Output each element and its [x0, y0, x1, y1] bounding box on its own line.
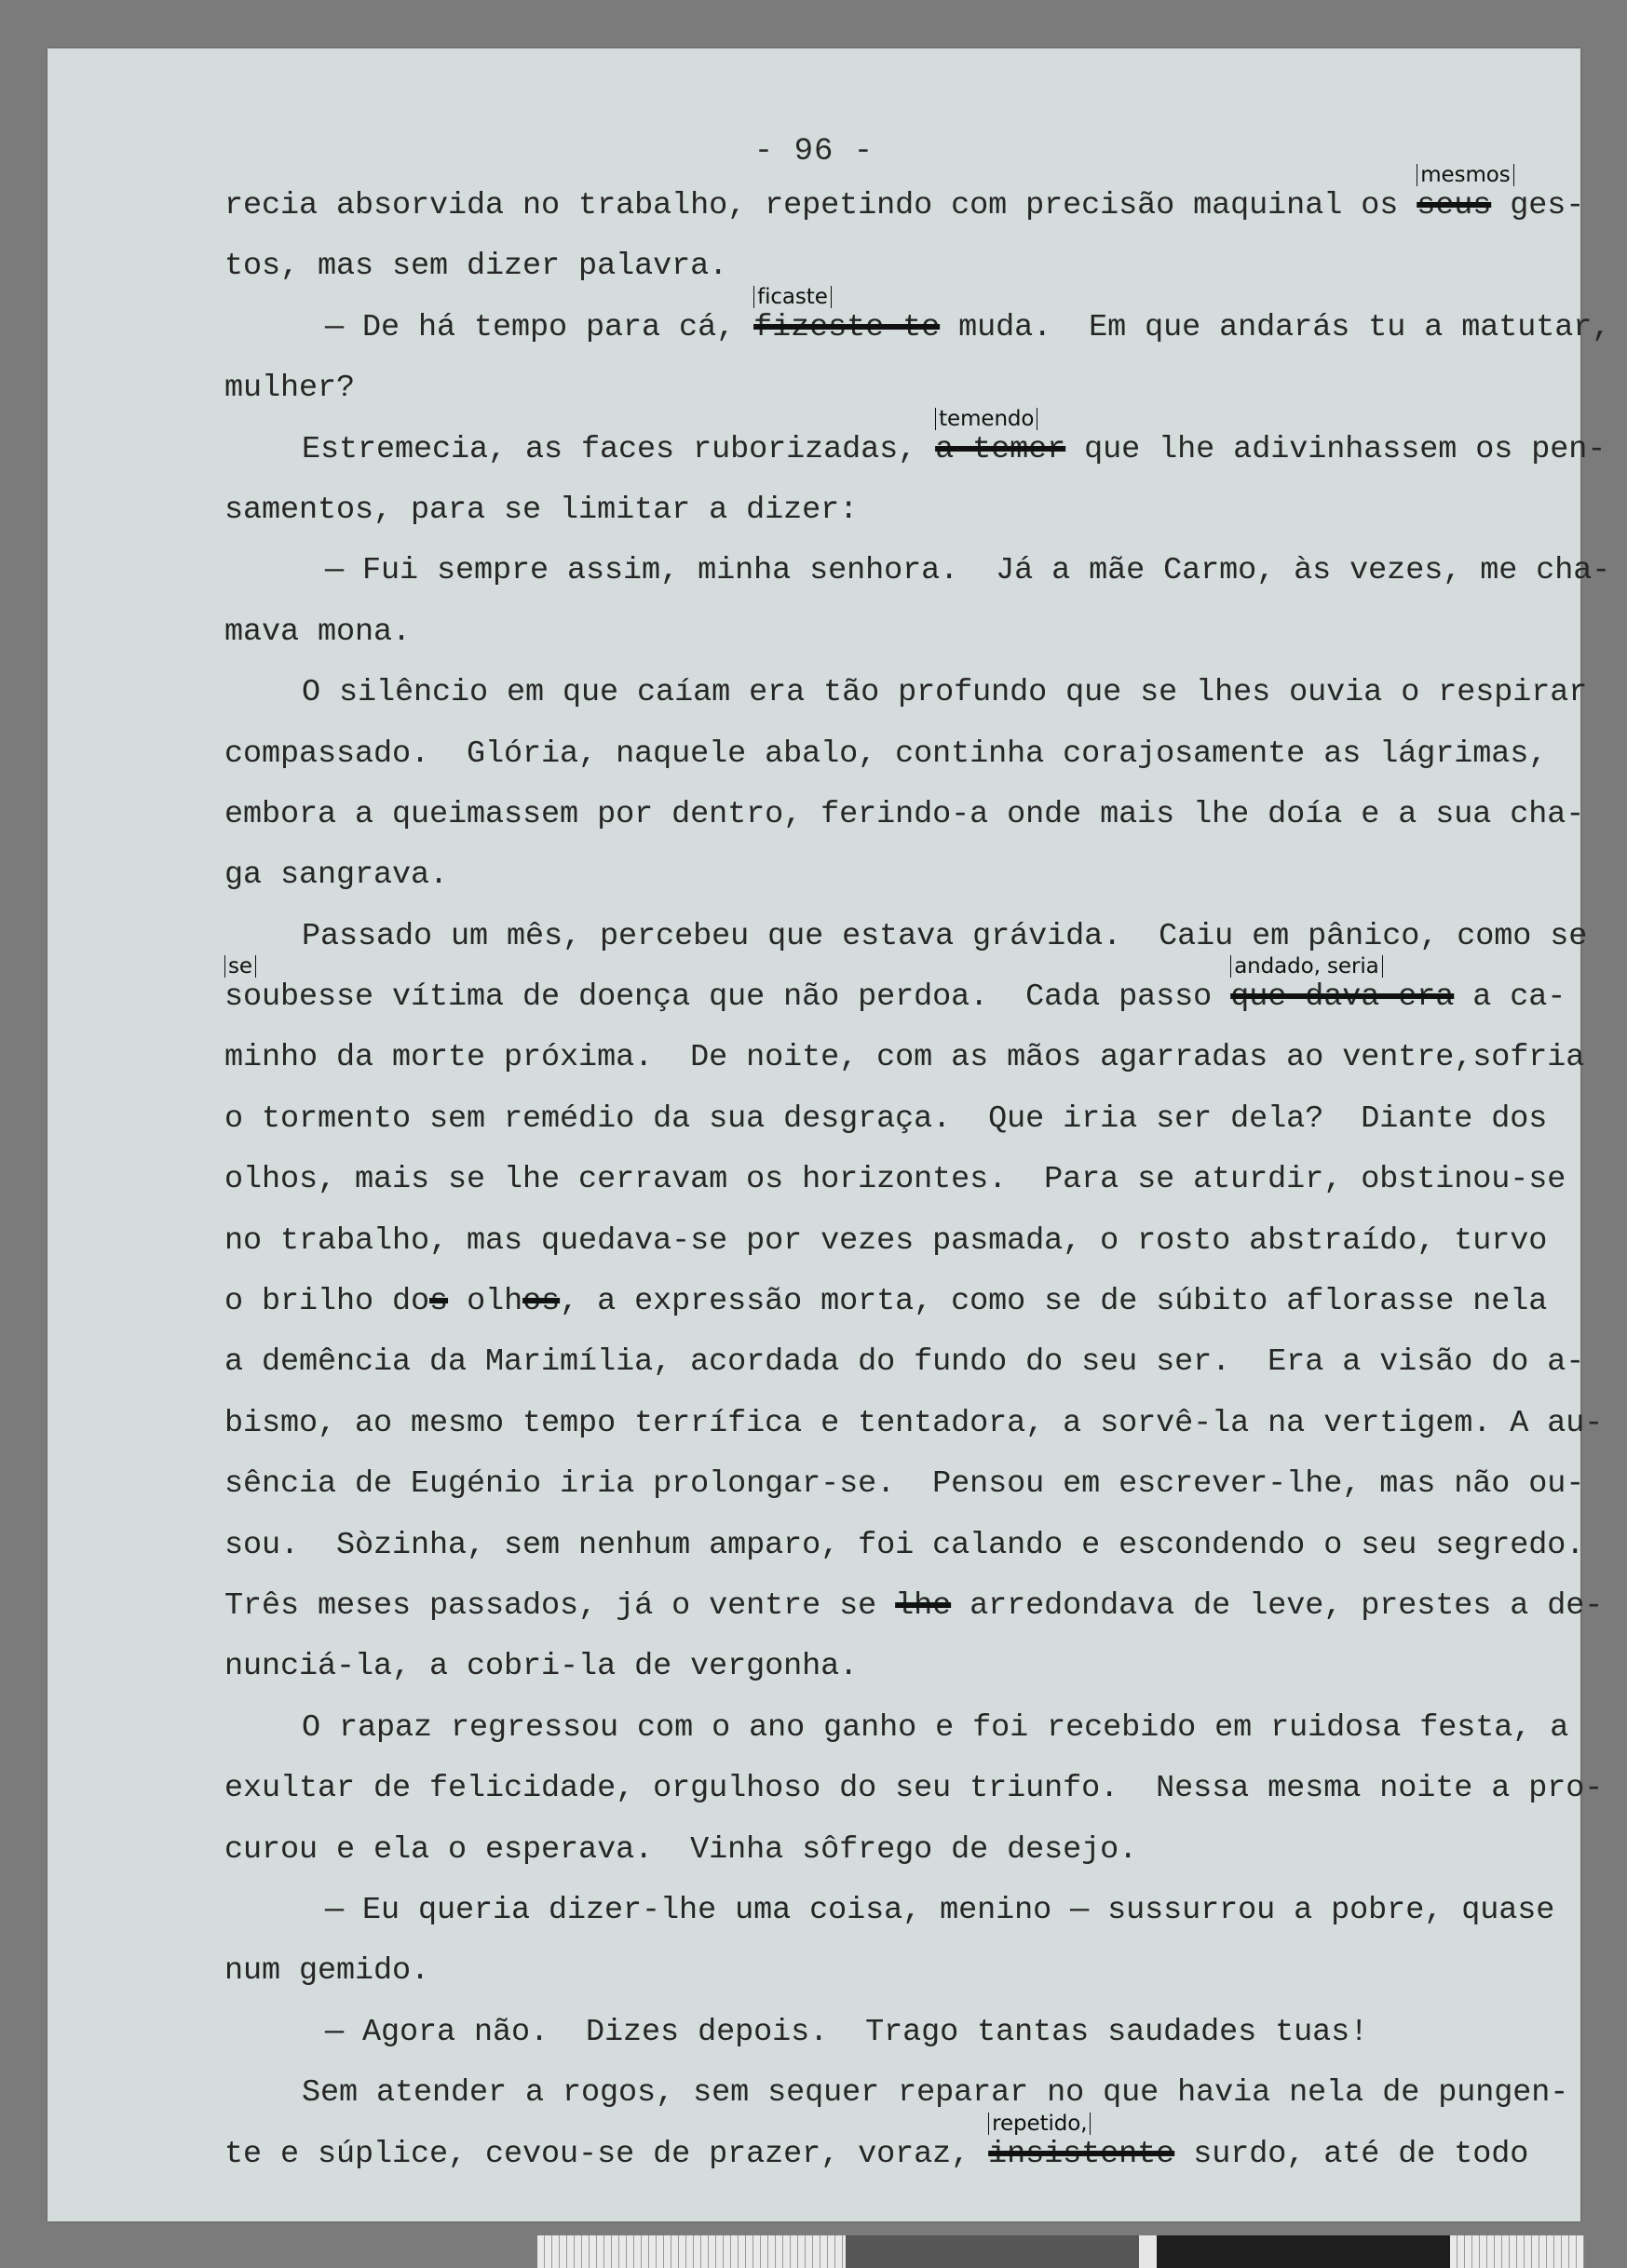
text-line	[224, 1528, 1584, 1588]
text-run	[224, 954, 374, 1016]
text-line	[224, 797, 1584, 857]
text-run	[224, 1953, 429, 1989]
handwritten-correction: andado, seria	[1230, 955, 1382, 978]
text-segment: tos, mas sem dizer palavra.	[224, 249, 728, 285]
text-run	[935, 406, 1066, 467]
text-run	[325, 2015, 1368, 2050]
scale-ruler-right	[1450, 2235, 1584, 2268]
text-line	[224, 736, 1584, 797]
handwritten-correction: repetido,	[988, 2113, 1091, 2135]
text-run	[224, 614, 411, 650]
struck-text: seus	[1417, 188, 1492, 223]
scale-ruler-left	[537, 2235, 846, 2268]
text-line	[224, 675, 1588, 736]
text-segment: ga sangrava.	[224, 857, 449, 894]
text-run	[988, 2111, 1175, 2172]
text-segment: nunciá-la, a cobri-la de vergonha.	[224, 1649, 859, 1685]
text-segment: muda. Em que andarás tu a matutar,	[940, 309, 1611, 345]
text-segment: — Fui sempre assim, minha senhora. Já a mãe Carmo, às vezes, me cha-	[325, 553, 1611, 589]
text-line	[224, 1893, 1584, 1953]
text-line	[224, 1587, 1604, 1649]
text-segment: O rapaz regressou com o ano ganho e foi recebido em ruidosa festa, a	[302, 1709, 1569, 1746]
text-run	[302, 919, 1587, 954]
text-run	[224, 1406, 1603, 1441]
text-run	[429, 1284, 448, 1319]
text-line	[224, 1101, 1584, 1162]
text-segment: surdo, até de todo	[1174, 2136, 1529, 2172]
text-line	[224, 1832, 1584, 1893]
text-run	[373, 979, 1230, 1015]
text-line	[224, 2015, 1584, 2075]
text-segment: num gemido.	[224, 1953, 430, 1990]
text-segment: no trabalho, mas quedava-se por vezes pasmada, o rosto abstraído, turvo	[224, 1222, 1548, 1259]
text-run	[224, 1771, 1603, 1806]
text-segment: sou. Sòzinha, sem nenhum amparo, foi calando e escondendo o seu segredo.	[224, 1527, 1585, 1563]
text-line	[224, 1466, 1584, 1527]
text-run	[224, 493, 858, 528]
text-run	[1230, 954, 1455, 1016]
text-run	[224, 1101, 1547, 1137]
text-segment: te e súplice, cevou-se de prazer, voraz,	[224, 2136, 989, 2172]
text-segment: samentos, para se limitar a dizer:	[224, 492, 859, 528]
text-run	[325, 1893, 1554, 1928]
struck-text: s	[429, 1284, 449, 1320]
struck-text: lhe	[895, 1587, 952, 1624]
text-run	[224, 1344, 1584, 1380]
text-segment: o brilho do	[224, 1284, 430, 1320]
text-segment: embora a queimassem por dentro, ferindo-a onde mais lhe doía e a sua cha-	[224, 796, 1585, 832]
text-run	[224, 188, 1417, 223]
text-run	[1454, 979, 1566, 1015]
white-gap	[1139, 2235, 1157, 2268]
text-run	[940, 310, 1610, 345]
text-line	[224, 1953, 1584, 2014]
text-line	[224, 406, 1607, 493]
text-run	[1417, 163, 1511, 223]
text-segment: arredondava de leve, prestes a de-	[951, 1587, 1604, 1624]
text-run	[325, 553, 1610, 588]
text-line	[224, 553, 1611, 614]
text-segment: bismo, ao mesmo tempo terrífica e tentadora, a sorvê-la na vertigem. A au-	[224, 1405, 1604, 1441]
text-segment: a ca-	[1454, 979, 1566, 1016]
text-run	[895, 1588, 951, 1624]
typewritten-page	[47, 48, 1611, 2221]
text-segment: Estremecia, as faces ruborizadas,	[302, 431, 936, 467]
text-run	[1065, 432, 1606, 467]
text-run	[224, 1162, 1566, 1197]
text-segment: recia absorvida no trabalho, repetindo com precisão maquinal os	[224, 188, 1417, 223]
text-run	[753, 284, 941, 345]
text-run	[302, 1710, 1568, 1746]
struck-text: fizeste-te	[753, 309, 941, 345]
struck-text: a temer	[935, 431, 1066, 467]
text-run	[224, 2137, 988, 2172]
text-run	[224, 1528, 1584, 1563]
text-segment: Passado um mês, percebeu que estava grávida. Caiu em pânico, como se	[302, 918, 1588, 954]
text-segment: O silêncio em que caíam era tão profundo que se lhes ouvia o respirar	[302, 675, 1588, 711]
text-line	[224, 249, 1584, 309]
text-line	[224, 1649, 1584, 1709]
text-run	[224, 1588, 895, 1624]
text-line	[224, 1405, 1604, 1466]
text-run	[522, 1284, 560, 1319]
text-line	[224, 857, 1584, 918]
struck-text: insistente	[988, 2136, 1175, 2172]
text-line	[224, 284, 1611, 371]
text-line	[224, 614, 1584, 675]
text-segment: sência de Eugénio iria prolongar-se. Pensou em escrever-lhe, mas não ou-	[224, 1466, 1585, 1503]
text-run	[302, 2075, 1568, 2111]
text-run	[224, 1649, 858, 1684]
text-run	[224, 1284, 429, 1319]
text-run	[224, 736, 1547, 772]
text-run	[224, 857, 448, 893]
text-line	[224, 1344, 1584, 1405]
text-segment: exultar de felicidade, orgulhoso do seu triunfo. Nessa mesma noite a pro-	[224, 1771, 1604, 1807]
text-line	[224, 1284, 1584, 1344]
text-run	[325, 310, 753, 345]
text-segment: compassado. Glória, naquele abalo, continha corajosamente as lágrimas,	[224, 736, 1548, 772]
text-run	[224, 1466, 1584, 1502]
text-segment: soubesse	[224, 979, 374, 1016]
text-segment: Sem atender a rogos, sem sequer reparar no que havia nela de pungen-	[302, 2075, 1569, 2112]
text-line	[224, 163, 1585, 249]
text-line	[224, 1223, 1584, 1284]
text-segment: mava mona.	[224, 614, 412, 650]
struck-text: os	[522, 1284, 561, 1320]
text-segment: — De há tempo para cá,	[325, 309, 754, 345]
text-segment: ges-	[1491, 188, 1585, 223]
text-segment: , a expressão morta, como se de súbito aflorasse nela	[560, 1284, 1548, 1320]
text-segment: mulher?	[224, 371, 356, 407]
text-run	[302, 432, 935, 467]
text-line	[224, 1040, 1584, 1100]
black-patch	[1157, 2235, 1450, 2268]
text-run	[302, 675, 1587, 710]
text-segment: que lhe adivinhassem os pen-	[1065, 431, 1607, 467]
text-line	[224, 2111, 1584, 2197]
struck-text: que dava era	[1230, 979, 1455, 1016]
handwritten-correction: ficaste	[753, 286, 832, 308]
page-number: - 96 -	[753, 134, 875, 169]
handwritten-correction: mesmos	[1417, 164, 1513, 186]
text-line	[224, 1710, 1584, 1771]
text-run	[224, 1832, 1137, 1868]
text-line	[224, 954, 1584, 1040]
text-segment: olh	[448, 1284, 523, 1320]
text-segment: — Eu queria dizer-lhe uma coisa, menino — sussurrou a pobre, quase	[325, 1892, 1555, 1928]
page-body-text	[224, 163, 1611, 2197]
text-segment: minho da morte próxima. De noite, com as mãos agarradas ao ventre,sofria	[224, 1040, 1585, 1076]
text-segment: a demência da Marimília, acordada do fundo do seu ser. Era a visão do a-	[224, 1344, 1585, 1381]
text-segment: Três meses passados, já o ventre se	[224, 1587, 896, 1624]
text-segment: olhos, mais se lhe cerravam os horizontes. Para se aturdir, obstinou-se	[224, 1162, 1566, 1198]
text-line	[224, 2075, 1584, 2136]
text-run	[1174, 2137, 1528, 2172]
text-run	[560, 1284, 1547, 1319]
text-line	[224, 493, 1584, 553]
gray-patch	[846, 2235, 1139, 2268]
text-run	[224, 1223, 1547, 1259]
text-run	[224, 1040, 1584, 1075]
text-segment: o tormento sem remédio da sua desgraça. Que iria ser dela? Diante dos	[224, 1100, 1548, 1137]
text-run	[1491, 188, 1584, 223]
text-segment: vítima de doença que não perdoa. Cada passo	[373, 979, 1231, 1016]
text-line	[224, 1771, 1604, 1831]
text-run	[951, 1588, 1603, 1624]
handwritten-correction: temendo	[935, 408, 1037, 430]
text-line	[224, 1162, 1584, 1222]
text-run	[224, 797, 1584, 832]
text-segment: — Agora não. Dizes depois. Trago tantas saudades tuas!	[325, 2014, 1369, 2050]
text-run	[224, 249, 727, 284]
text-line	[224, 371, 1584, 431]
handwritten-correction: se	[224, 955, 256, 978]
text-run	[224, 371, 355, 406]
text-segment: curou e ela o esperava. Vinha sôfrego de desejo.	[224, 1831, 1138, 1868]
text-run	[448, 1284, 522, 1319]
